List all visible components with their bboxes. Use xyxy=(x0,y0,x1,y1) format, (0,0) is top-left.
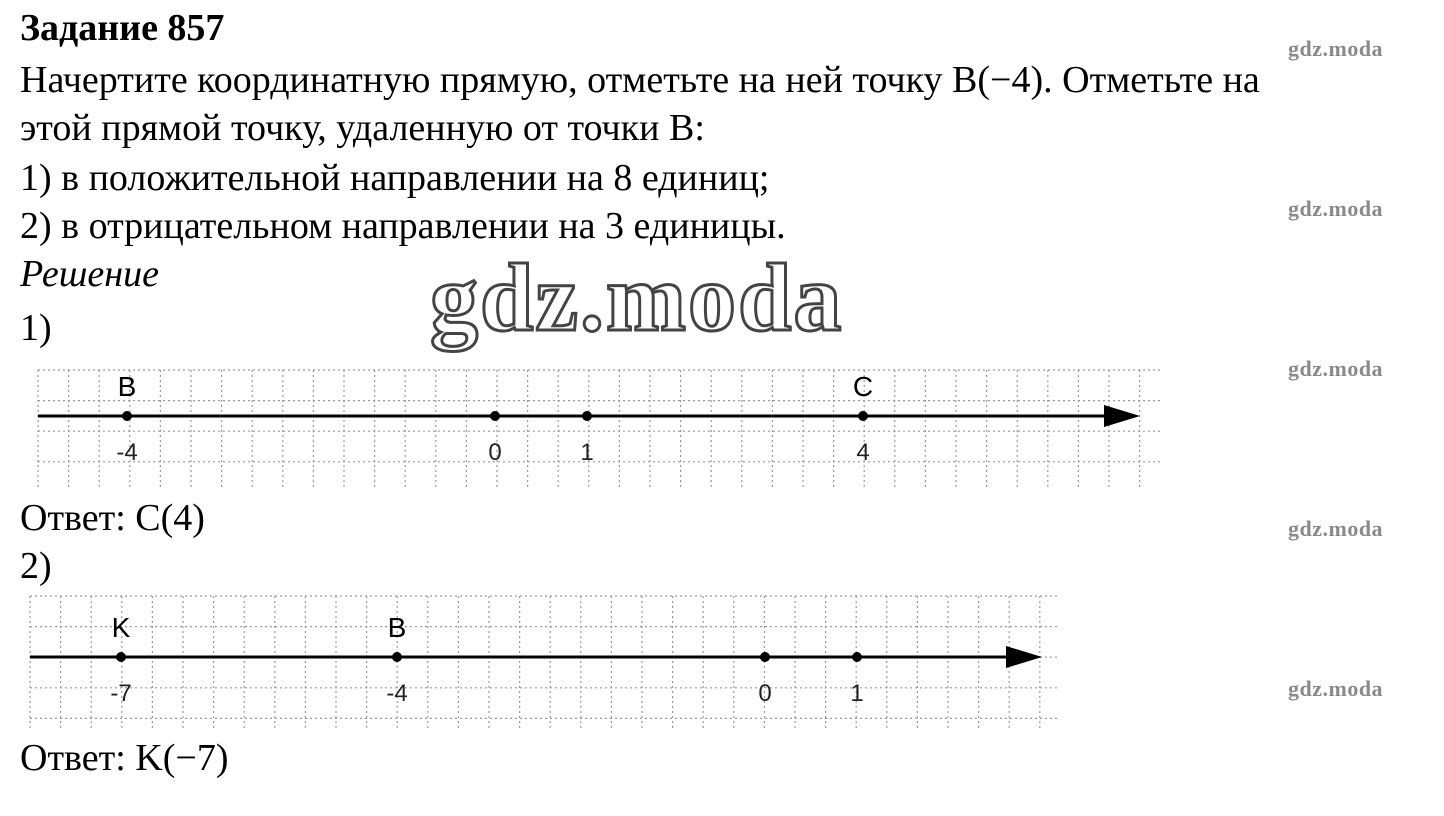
task-text-line-2: этой прямой точку, удаленную от точки B: xyxy=(20,107,705,149)
point-label: C xyxy=(852,371,874,402)
point-label: K xyxy=(111,612,131,643)
point-dot xyxy=(852,652,862,662)
tick-label: -4 xyxy=(386,680,408,707)
point-dot xyxy=(760,652,770,662)
task-text-line-1: Начертите координатную прямую, отметьте на ней точку B(−4). Отметьте на xyxy=(20,59,1260,101)
watermark-small-4: gdz.moda xyxy=(1288,516,1384,541)
tick-label: -7 xyxy=(110,680,132,707)
tick-label: 1 xyxy=(580,439,594,466)
part-1-label: 1) xyxy=(20,307,52,349)
point-dot xyxy=(392,652,402,662)
watermark-small-2: gdz.moda xyxy=(1288,196,1384,221)
point-label: B xyxy=(117,371,137,402)
task-title: Задание 857 xyxy=(20,7,225,49)
watermark-large: gdz.moda xyxy=(430,244,844,351)
answer-1: Ответ: C(4) xyxy=(20,497,205,539)
part-2-label: 2) xyxy=(20,545,52,587)
tick-label: 0 xyxy=(758,680,772,707)
point-label: B xyxy=(387,612,407,643)
watermark-small-1: gdz.moda xyxy=(1288,36,1384,61)
axis-arrow xyxy=(1006,646,1042,668)
tick-label: -4 xyxy=(116,439,138,466)
task-item-1: 1) в положительной направлении на 8 единиц; xyxy=(20,157,770,199)
solution-heading: Решение xyxy=(20,253,159,295)
tick-label: 0 xyxy=(488,439,502,466)
watermark-small-3: gdz.moda xyxy=(1288,356,1384,381)
tick-label: 4 xyxy=(856,439,870,466)
answer-2: Ответ: K(−7) xyxy=(20,737,229,779)
task-item-2: 2) в отрицательном направлении на 3 единицы. xyxy=(20,205,786,247)
point-dot xyxy=(116,652,126,662)
tick-label: 1 xyxy=(850,680,864,707)
watermark-small-5: gdz.moda xyxy=(1288,676,1384,701)
